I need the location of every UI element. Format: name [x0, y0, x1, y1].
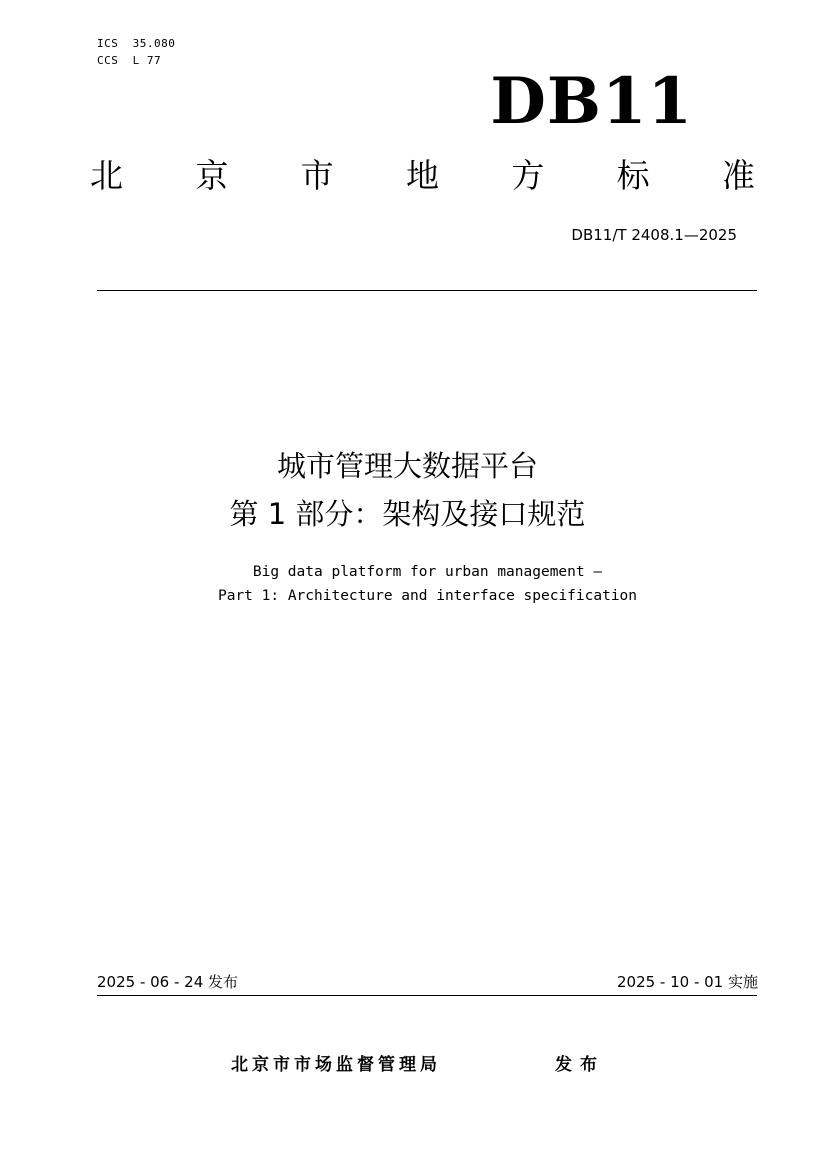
standard-type-char: 准 [721, 156, 755, 195]
standard-mark: DB11 [490, 64, 693, 139]
classification-codes [97, 35, 175, 69]
issuing-authority: 北京市市场监督管理局 [231, 1055, 441, 1075]
header-divider [97, 290, 757, 291]
english-title-line2: Part 1: Architecture and interface specification [217, 588, 638, 604]
ccs-code: CCS L 77 [97, 54, 162, 67]
chinese-title [0, 442, 815, 538]
standard-type-char: 方 [511, 156, 545, 195]
standard-number: DB11/T 2408.1—2025 [571, 226, 737, 244]
standard-type-char: 北 [90, 156, 123, 195]
chinese-title-line1: 城市管理大数据平台 [276, 449, 538, 483]
standard-type-heading [90, 153, 755, 199]
publish-date: 2025 - 06 - 24 发布 [97, 973, 239, 991]
english-title-line1: Big data platform for urban management — [252, 564, 603, 580]
implementation-date: 2025 - 10 - 01 实施 [616, 973, 758, 991]
english-title [0, 560, 815, 608]
chinese-title-line2: 第 1 部分：架构及接口规范 [229, 497, 586, 531]
issue-label: 发布 [555, 1055, 605, 1075]
footer-divider [97, 995, 757, 996]
standard-type-char: 市 [300, 156, 334, 195]
standard-type-char: 京 [195, 156, 229, 195]
standard-type-char: 标 [616, 156, 650, 195]
ics-code: ICS 35.080 [97, 37, 176, 50]
standard-type-char: 地 [405, 156, 439, 195]
